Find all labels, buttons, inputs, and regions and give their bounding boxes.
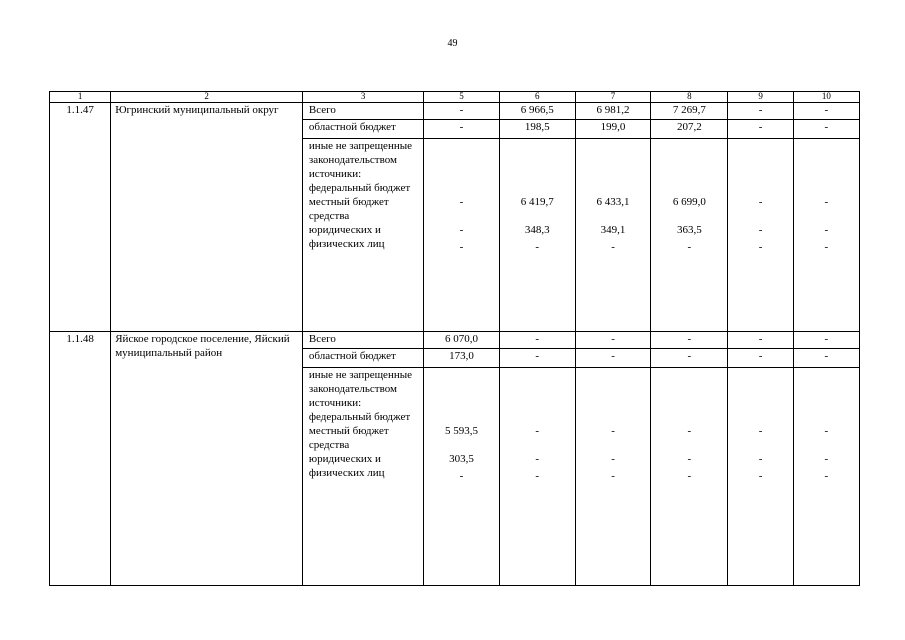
local-label: местный бюджет bbox=[308, 425, 389, 437]
legal-value: - bbox=[824, 241, 829, 253]
federal-value: 6 699,0 bbox=[672, 196, 706, 208]
table-row bbox=[50, 103, 860, 120]
federal-label: федеральный бюджет bbox=[308, 182, 411, 194]
value-column bbox=[793, 368, 859, 586]
value-cell: - bbox=[728, 103, 793, 120]
value-cell: 199,0 bbox=[575, 120, 650, 139]
value-cell: 198,5 bbox=[499, 120, 575, 139]
local-value: - bbox=[824, 453, 829, 465]
value-cell: - bbox=[793, 103, 859, 120]
value-cell: - bbox=[793, 120, 859, 139]
value-cell: - bbox=[728, 349, 793, 368]
value-cell: - bbox=[651, 332, 728, 349]
value-cell: - bbox=[793, 332, 859, 349]
value-cell: - bbox=[575, 349, 650, 368]
row-code: 1.1.48 bbox=[50, 332, 111, 586]
other-sources-label: иные не запрещенные законодательством источники: bbox=[308, 140, 412, 180]
value-column bbox=[575, 139, 650, 332]
value-column bbox=[728, 368, 793, 586]
value-column bbox=[651, 139, 728, 332]
page-number: 49 bbox=[447, 38, 458, 49]
municipality-name: Яйское городское поселение, Яйский муниципальный район bbox=[111, 332, 303, 586]
value-column bbox=[575, 368, 650, 586]
local-value: - bbox=[687, 453, 692, 465]
value-column bbox=[499, 368, 575, 586]
legal-value: - bbox=[611, 470, 615, 482]
federal-label: федеральный бюджет bbox=[308, 411, 411, 423]
federal-value: 6 419,7 bbox=[520, 196, 554, 208]
column-number-header bbox=[50, 92, 860, 103]
col-header: 5 bbox=[424, 92, 499, 103]
federal-value: 5 593,5 bbox=[444, 425, 478, 437]
local-value: 348,3 bbox=[524, 224, 550, 236]
municipality-name: Югринский муниципальный округ bbox=[111, 103, 303, 332]
value-cell: - bbox=[728, 120, 793, 139]
table-row bbox=[50, 332, 860, 349]
col-header: 2 bbox=[111, 92, 303, 103]
col-header: 8 bbox=[651, 92, 728, 103]
legal-value: - bbox=[824, 470, 829, 482]
other-sources-label: иные не запрещенные законодательством источники: bbox=[308, 369, 412, 409]
federal-value: 6 433,1 bbox=[596, 196, 630, 208]
value-cell: 173,0 bbox=[424, 349, 499, 368]
local-value: - bbox=[824, 224, 829, 236]
federal-value: - bbox=[824, 196, 829, 208]
local-value: 363,5 bbox=[676, 224, 702, 236]
legal-value: - bbox=[459, 241, 464, 253]
value-cell: 6 966,5 bbox=[499, 103, 575, 120]
federal-value: - bbox=[687, 425, 692, 437]
local-value: 349,1 bbox=[600, 224, 626, 236]
federal-value: - bbox=[459, 196, 464, 208]
col-header: 6 bbox=[499, 92, 575, 103]
local-value: - bbox=[758, 224, 763, 236]
value-column bbox=[793, 139, 859, 332]
legal-value: - bbox=[535, 241, 540, 253]
value-cell: - bbox=[728, 332, 793, 349]
federal-value: - bbox=[758, 196, 763, 208]
value-cell: 6 070,0 bbox=[424, 332, 499, 349]
source-label: Всего bbox=[302, 103, 423, 120]
value-cell: 7 269,7 bbox=[651, 103, 728, 120]
value-cell: - bbox=[651, 349, 728, 368]
other-sources-cell bbox=[302, 139, 423, 332]
local-value: - bbox=[459, 224, 464, 236]
col-header: 10 bbox=[793, 92, 859, 103]
federal-value: - bbox=[611, 425, 615, 437]
value-column bbox=[651, 368, 728, 586]
value-column bbox=[728, 139, 793, 332]
value-column bbox=[499, 139, 575, 332]
legal-label: средства юридических и физических лиц bbox=[308, 210, 385, 250]
source-label: областной бюджет bbox=[302, 349, 423, 368]
legal-value: - bbox=[758, 470, 763, 482]
legal-value: - bbox=[687, 470, 692, 482]
local-value: - bbox=[535, 453, 540, 465]
col-header: 1 bbox=[50, 92, 111, 103]
value-cell: - bbox=[424, 103, 499, 120]
local-label: местный бюджет bbox=[308, 196, 389, 208]
local-value: 303,5 bbox=[449, 453, 474, 465]
value-cell: - bbox=[575, 332, 650, 349]
col-header: 3 bbox=[302, 92, 423, 103]
budget-table bbox=[49, 91, 860, 586]
value-column bbox=[424, 139, 499, 332]
source-label: Всего bbox=[302, 332, 423, 349]
value-cell: - bbox=[499, 332, 575, 349]
legal-label: средства юридических и физических лиц bbox=[308, 439, 385, 479]
legal-value: - bbox=[611, 241, 615, 253]
local-value: - bbox=[758, 453, 763, 465]
legal-value: - bbox=[687, 241, 692, 253]
legal-value: - bbox=[535, 470, 540, 482]
legal-value: - bbox=[459, 470, 464, 482]
source-label: областной бюджет bbox=[302, 120, 423, 139]
col-header: 7 bbox=[575, 92, 650, 103]
col-header: 9 bbox=[728, 92, 793, 103]
value-cell: - bbox=[424, 120, 499, 139]
legal-value: - bbox=[758, 241, 763, 253]
value-column bbox=[424, 368, 499, 586]
local-value: - bbox=[611, 453, 615, 465]
value-cell: - bbox=[499, 349, 575, 368]
row-code: 1.1.47 bbox=[50, 103, 111, 332]
federal-value: - bbox=[824, 425, 829, 437]
value-cell: 207,2 bbox=[651, 120, 728, 139]
value-cell: 6 981,2 bbox=[575, 103, 650, 120]
other-sources-cell bbox=[302, 368, 423, 586]
federal-value: - bbox=[758, 425, 763, 437]
federal-value: - bbox=[535, 425, 540, 437]
value-cell: - bbox=[793, 349, 859, 368]
